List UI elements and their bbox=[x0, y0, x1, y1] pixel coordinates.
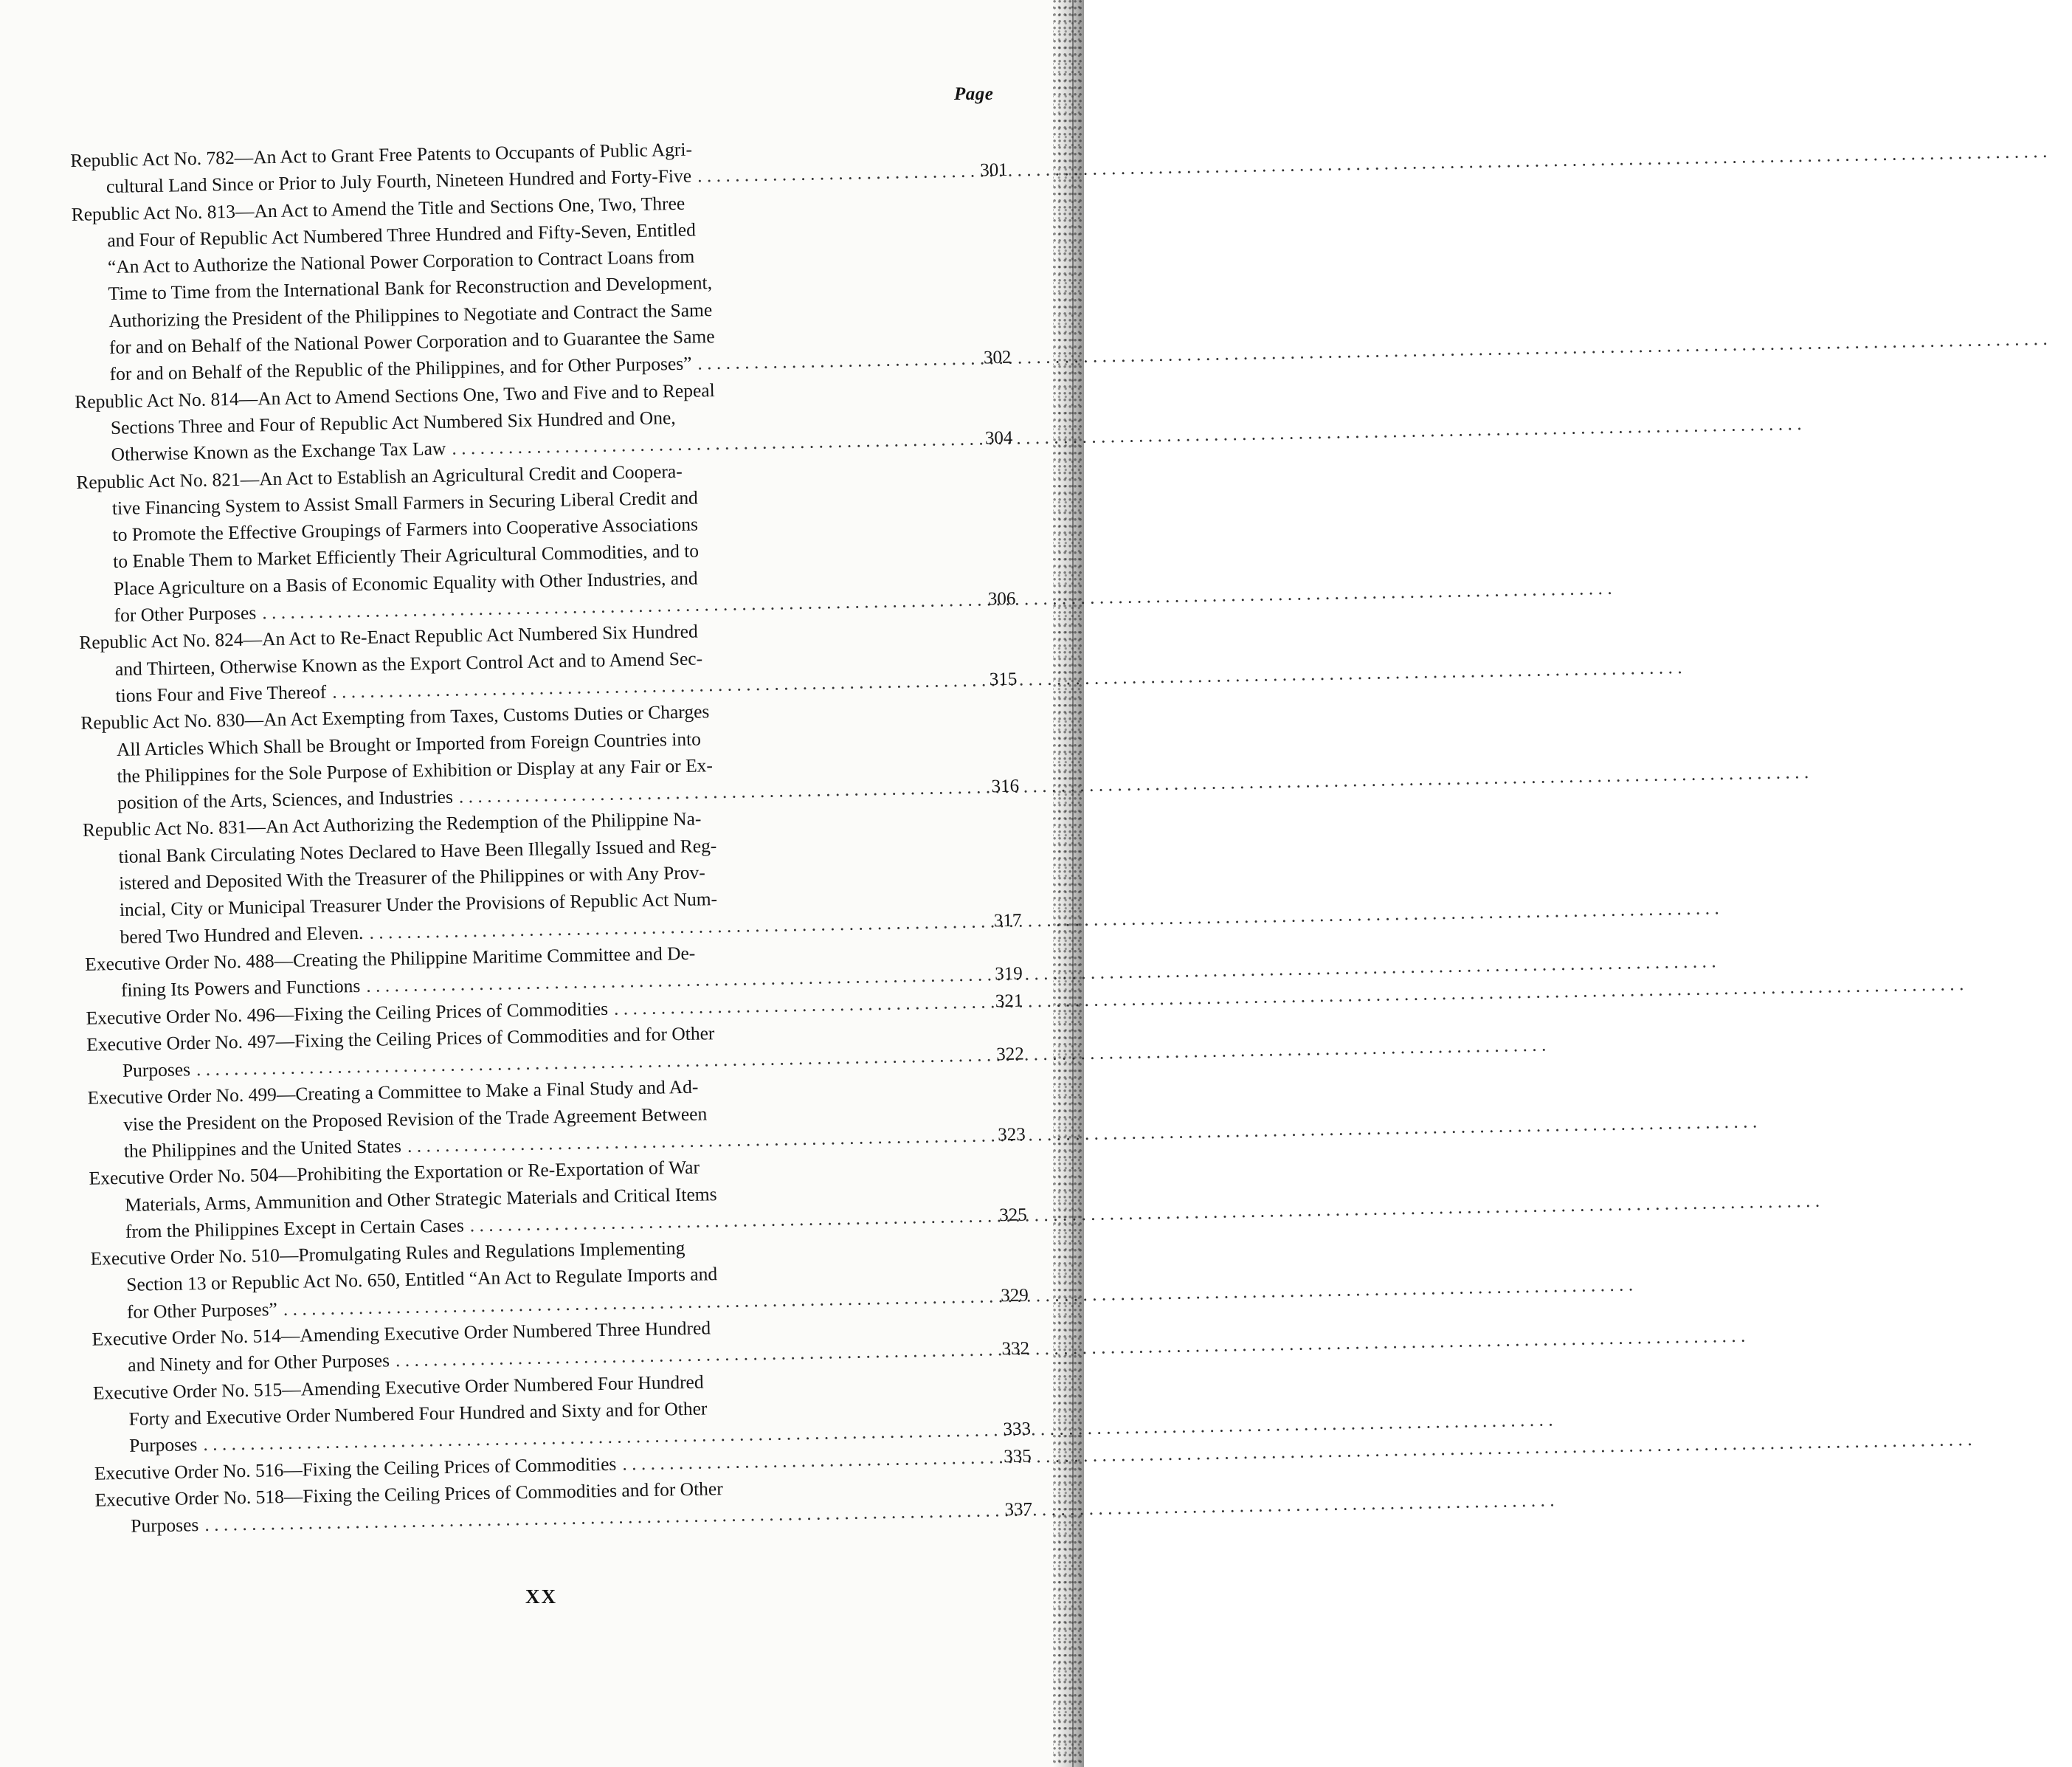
toc-entry bbox=[83, 800, 1022, 951]
toc-entry-text: Republic Act No. 814—An Act to Amend Sections One, Two and Five and to Repeal bbox=[75, 379, 715, 413]
toc-page-number: 319 bbox=[994, 963, 1023, 985]
toc-entry-text: Sections Three and Four of Republic Act Numbered Six Hundred and One, bbox=[110, 406, 676, 439]
toc-page-number: 321 bbox=[995, 991, 1023, 1011]
toc-entry-text: incial, City or Municipal Treasurer Under the Provisions of Republic Act Num- bbox=[119, 888, 718, 921]
toc-entry-text: fining Its Powers and Functions bbox=[120, 975, 361, 1002]
toc-entry-text: to Promote the Effective Groupings of Farmers into Cooperative Associations bbox=[112, 513, 699, 546]
toc-entry-text: Otherwise Known as the Exchange Tax Law bbox=[111, 438, 446, 466]
toc-entry-text: Authorizing the President of the Philippines to Negotiate and Contract the Same bbox=[108, 298, 713, 331]
toc-entry-text: Republic Act No. 830—An Act Exempting from Taxes, Customs Duties or Charges bbox=[80, 700, 710, 734]
toc-page-number: 306 bbox=[987, 588, 1016, 610]
toc-entry-text: position of the Arts, Sciences, and Industries bbox=[117, 785, 454, 814]
toc-entry-text: Forty and Executive Order Numbered Four Hundred and Sixty and for Other bbox=[128, 1397, 708, 1430]
toc-entry bbox=[76, 452, 1016, 630]
toc-page-number: 322 bbox=[995, 1044, 1024, 1065]
toc-entry-text: cultural Land Since or Prior to July Fourth, Nineteen Hundred and Forty-Five bbox=[106, 165, 692, 198]
toc-page-number: 329 bbox=[1000, 1285, 1029, 1306]
toc-entry-text: Executive Order No. 504—Prohibiting the Exportation or Re-Exportation of War bbox=[89, 1156, 700, 1190]
toc-page-number: 317 bbox=[993, 910, 1022, 931]
toc-page-number: 325 bbox=[998, 1205, 1027, 1226]
toc-entry-text: for Other Purposes” bbox=[126, 1298, 278, 1323]
toc-entry-text: Section 13 or Republic Act No. 650, Entitled “An Act to Regulate Imports and bbox=[125, 1263, 718, 1296]
toc-entry-text: Executive Order No. 496—Fixing the Ceiling Prices of Commodities bbox=[86, 997, 609, 1029]
toc-entry-text: Executive Order No. 510—Promulgating Rules and Regulations Implementing bbox=[90, 1237, 686, 1270]
toc-entry-text: vise the President on the Proposed Revision of the Trade Agreement Between bbox=[122, 1103, 708, 1135]
toc-entry-text: tions Four and Five Thereof bbox=[115, 681, 327, 706]
page-number-footer: XX bbox=[525, 1585, 557, 1608]
toc-entry-text: tional Bank Circulating Notes Declared to Have Been Illegally Issued and Reg- bbox=[118, 834, 717, 867]
toc-page-number: 332 bbox=[1001, 1338, 1030, 1360]
toc-entry-text: for and on Behalf of the Republic of the Philippines, and for Other Purposes” bbox=[109, 352, 692, 385]
toc-entry-text: and Thirteen, Otherwise Known as the Export Control Act and to Amend Sec- bbox=[114, 647, 703, 680]
toc-entry-text: Executive Order No. 488—Creating the Philippine Maritime Committee and De- bbox=[85, 942, 696, 975]
toc-entry-text: Purposes bbox=[122, 1058, 191, 1082]
toc-page-number: 335 bbox=[1003, 1445, 1032, 1467]
toc-entry bbox=[80, 693, 1019, 817]
toc-entry-text: “An Act to Authorize the National Power Corporation to Contract Loans from bbox=[107, 245, 695, 278]
toc-page-number: 316 bbox=[991, 776, 1020, 797]
toc-page-number: 323 bbox=[997, 1124, 1026, 1146]
table-of-contents bbox=[70, 131, 1032, 1540]
toc-entry-text: Executive Order No. 515—Amending Executive Order Numbered Four Hundred bbox=[92, 1371, 704, 1404]
toc-entry-text: Place Agriculture on a Basis of Economic Equality with Other Industries, and bbox=[113, 567, 698, 599]
toc-entry-text: Republic Act No. 824—An Act to Re-Enact Republic Act Numbered Six Hundred bbox=[79, 620, 698, 654]
toc-entry-text: All Articles Which Shall be Brought or Imported from Foreign Countries into bbox=[116, 728, 702, 760]
page-column-header: Page bbox=[954, 84, 994, 104]
toc-entry-text: the Philippines and the United States bbox=[123, 1134, 402, 1162]
toc-entry-text: Executive Order No. 514—Amending Executive Order Numbered Three Hundred bbox=[91, 1317, 711, 1350]
toc-page-number: 337 bbox=[1004, 1499, 1033, 1520]
toc-entry-text: Purposes bbox=[128, 1433, 198, 1457]
toc-page-number: 315 bbox=[989, 669, 1018, 690]
toc-entry-text: Executive Order No. 497—Fixing the Ceiling Prices of Commodities and for Other bbox=[86, 1022, 715, 1055]
toc-entry-text: and Ninety and for Other Purposes bbox=[127, 1349, 390, 1377]
toc-entry-text: from the Philippines Except in Certain Cases bbox=[125, 1214, 465, 1242]
toc-entry-text: Republic Act No. 821—An Act to Establish an Agricultural Credit and Coopera- bbox=[76, 460, 683, 493]
toc-entry-text: Executive Order No. 518—Fixing the Ceiling Prices of Commodities and for Other bbox=[94, 1477, 723, 1511]
toc-entry-text: Materials, Arms, Ammunition and Other Strategic Materials and Critical Items bbox=[124, 1182, 717, 1216]
toc-entry-text: Republic Act No. 782—An Act to Grant Free Patents to Occupants of Public Agri- bbox=[70, 138, 693, 171]
toc-page-number: 304 bbox=[984, 427, 1013, 449]
toc-page-number: 333 bbox=[1003, 1419, 1032, 1440]
toc-entry-text: bered Two Hundred and Eleven. bbox=[120, 921, 364, 948]
toc-entry bbox=[71, 184, 1011, 388]
toc-entry-text: for Other Purposes bbox=[114, 602, 257, 627]
toc-entry-text: Purposes bbox=[130, 1514, 199, 1537]
toc-entry-text: Republic Act No. 813—An Act to Amend the Title and Sections One, Two, Three bbox=[71, 192, 686, 225]
toc-entry-text: the Philippines for the Sole Purpose of Exhibition or Display at any Fair or Ex- bbox=[117, 754, 714, 787]
toc-entry-text: Republic Act No. 831—An Act Authorizing the Redemption of the Philippine Na- bbox=[82, 807, 702, 841]
toc-entry-text: for and on Behalf of the National Power Corporation and to Guarantee the Same bbox=[108, 326, 715, 359]
toc-entry-text: and Four of Republic Act Numbered Three Hundred and Fifty-Seven, Entitled bbox=[107, 218, 697, 251]
toc-entry-text: Executive Order No. 516—Fixing the Ceiling Prices of Commodities bbox=[94, 1453, 617, 1484]
toc-entry-text: tive Financing System to Assist Small Farmers in Securing Liberal Credit and bbox=[111, 486, 699, 519]
toc-page-number: 302 bbox=[983, 348, 1012, 368]
toc-entry-text: Time to Time from the International Bank for Reconstruction and Development, bbox=[108, 272, 713, 305]
toc-page-number: 301 bbox=[980, 160, 1009, 181]
toc-entry-text: istered and Deposited With the Treasurer of the Philippines or with Any Prov- bbox=[119, 861, 705, 894]
toc-entry-text: to Enable Them to Market Efficiently Their Agricultural Commodities, and to bbox=[113, 540, 700, 573]
toc-entry-text: Executive Order No. 499—Creating a Committee to Make a Final Study and Ad- bbox=[87, 1076, 699, 1109]
